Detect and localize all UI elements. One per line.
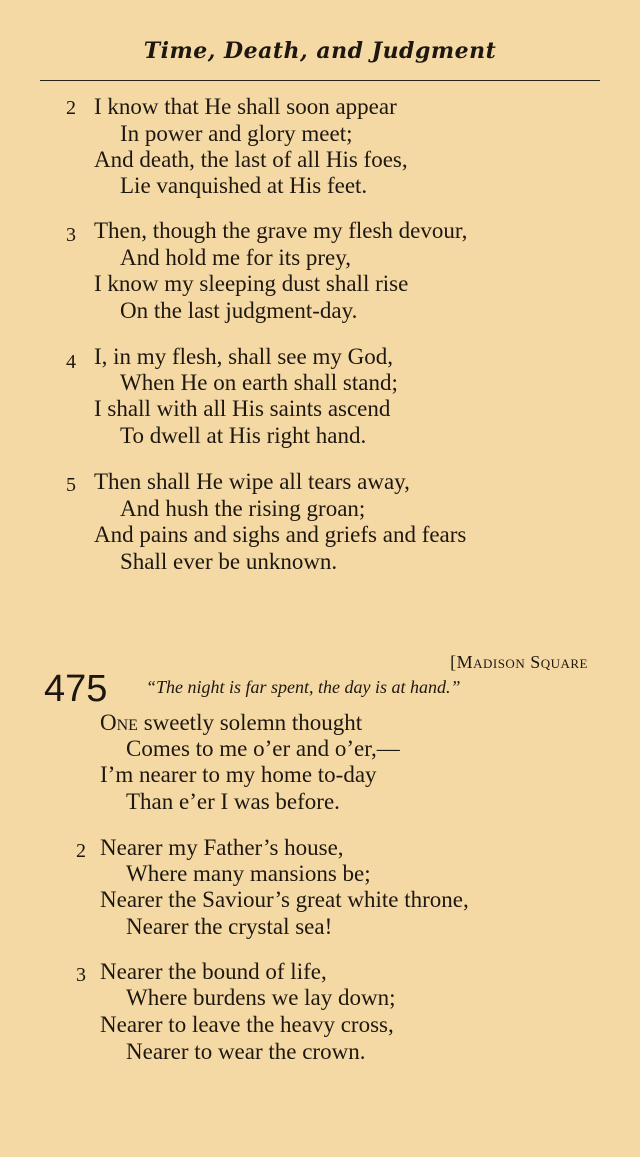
stanza-number: 3: [66, 224, 76, 246]
verse-line-first: [100, 710, 362, 736]
verse-line: Shall ever be unknown.: [120, 549, 338, 574]
verse-line: Nearer the Saviour’s great white throne,: [100, 887, 469, 912]
verse-line: Then shall He wipe all tears away,: [94, 469, 410, 494]
verse-line: Nearer the bound of life,: [100, 959, 327, 984]
stanza-number: 5: [66, 474, 76, 496]
stanza-number: 4: [66, 351, 76, 373]
stanza-number: 2: [66, 97, 76, 119]
running-header: Time, Death, and Judgment: [143, 38, 497, 64]
verse-line: And hold me for its prey,: [120, 245, 352, 270]
verse-line: Then, though the grave my flesh devour,: [94, 218, 468, 243]
verse-line: Where many mansions be;: [126, 861, 371, 886]
verse-line: I know my sleeping dust shall rise: [94, 271, 409, 296]
verse-line: In power and glory meet;: [120, 121, 353, 146]
verse-line: I shall with all His saints ascend: [94, 396, 391, 421]
verse-line: And death, the last of all His foes,: [94, 147, 408, 172]
stanza-number: 2: [76, 840, 86, 862]
verse-line: On the last judgment-day.: [120, 298, 358, 323]
hymn-epigraph: “The night is far spent, the day is at hand.”: [146, 677, 461, 697]
verse-line: Nearer the crystal sea!: [126, 914, 333, 939]
verse-line: I’m nearer to my home to-day: [100, 762, 377, 787]
verse-line: Nearer my Father’s house,: [100, 835, 344, 860]
verse-line: And pains and sighs and griefs and fears: [94, 522, 467, 547]
tune-name: [Madison Square: [450, 652, 588, 672]
verse-line: Nearer to wear the crown.: [126, 1039, 366, 1064]
stanza-number: 3: [76, 964, 86, 986]
verse-line: I, in my flesh, shall see my God,: [94, 344, 393, 369]
verse-line: Comes to me o’er and o’er,—: [126, 736, 400, 761]
verse-line: Nearer to leave the heavy cross,: [100, 1012, 394, 1037]
verse-line: I know that He shall soon appear: [94, 94, 397, 119]
verse-line: And hush the rising groan;: [120, 496, 366, 521]
verse-line: Than e’er I was before.: [126, 789, 340, 814]
verse-line: To dwell at His right hand.: [120, 423, 367, 448]
verse-line: Lie vanquished at His feet.: [120, 173, 368, 198]
verse-line: When He on earth shall stand;: [120, 370, 398, 395]
hymn-number: 475: [44, 668, 108, 710]
first-word-small-caps: One: [100, 710, 138, 735]
header-rule: [40, 80, 600, 81]
verse-line: Where burdens we lay down;: [126, 985, 396, 1010]
verse-line-rest: sweetly solemn thought: [137, 710, 363, 735]
